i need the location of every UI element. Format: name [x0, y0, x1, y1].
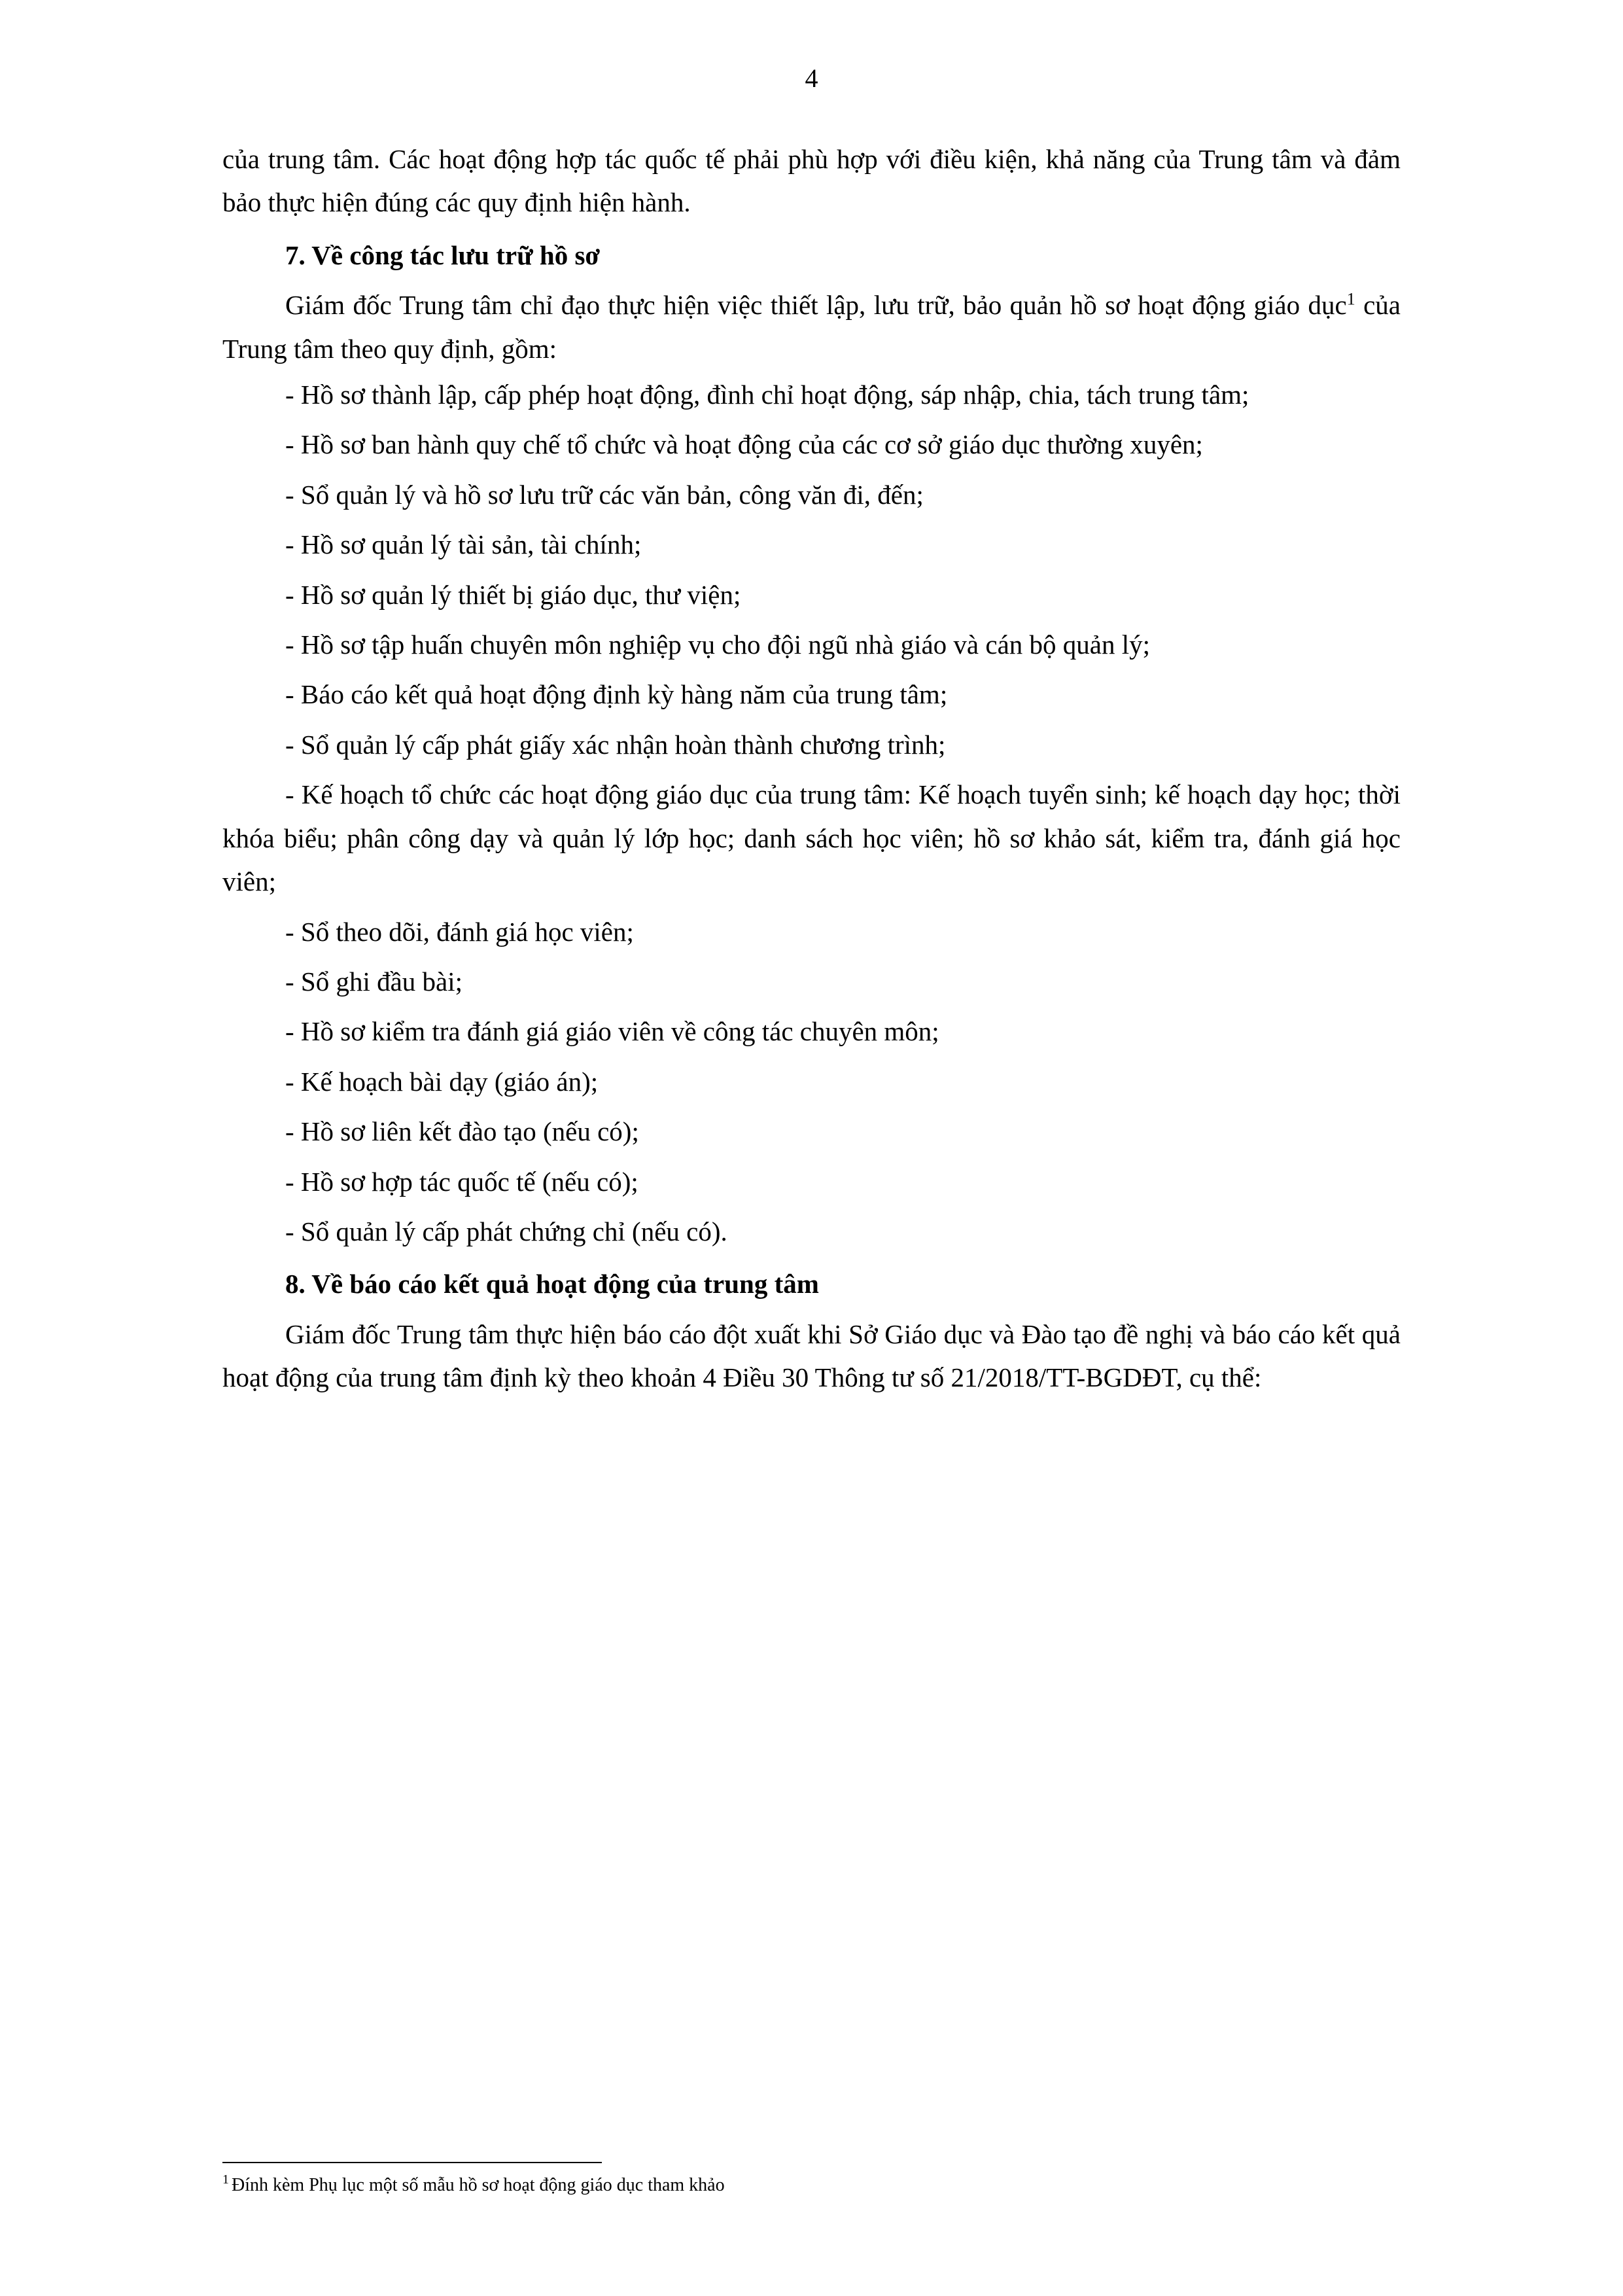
footnote-area — [222, 2162, 1486, 2198]
list-item: - Sổ quản lý cấp phát chứng chỉ (nếu có). — [285, 1216, 727, 1246]
footnote-marker: 1 — [222, 2172, 229, 2187]
section-7-heading: 7. Về công tác lưu trữ hồ sơ — [285, 239, 601, 270]
document-body — [137, 137, 1486, 1400]
footnote-reference: 1 — [1346, 289, 1355, 309]
list-item: - Hồ sơ quản lý tài sản, tài chính; — [285, 529, 642, 560]
list-item: - Hồ sơ kiểm tra đánh giá giáo viên về công tác chuyên môn; — [285, 1016, 939, 1047]
list-item: - Sổ theo dõi, đánh giá học viên; — [285, 916, 634, 947]
footnote — [222, 2172, 1486, 2198]
section-8-paragraph: Giám đốc Trung tâm thực hiện báo cáo đột xuất khi Sở Giáo dục và Đào tạo đề nghị và báo cáo kết quả hoạt động của trung tâm định kỳ theo khoản 4 Điều 30 Thông tư số 21/2018/TT-BGDĐT, cụ thể: — [222, 1318, 1401, 1393]
list-item: - Hồ sơ quản lý thiết bị giáo dục, thư viện; — [285, 579, 741, 610]
footnote-separator — [222, 2162, 602, 2163]
section-7-intro — [222, 283, 1401, 370]
section-7-intro-text-2: của Trung tâm theo quy định, gồm: — [222, 290, 1401, 364]
list-item: - Hồ sơ hợp tác quốc tế (nếu có); — [285, 1166, 638, 1197]
section-8-heading: 8. Về báo cáo kết quả hoạt động của trung tâm — [285, 1269, 819, 1299]
page-number: 4 — [805, 63, 818, 93]
list-item: - Kế hoạch tổ chức các hoạt động giáo dục của trung tâm: Kế hoạch tuyển sinh; kế hoạch dạy học; thời khóa biểu; phân công dạy và quản lý lớp học; danh sách học viên; hồ sơ khảo sát, kiểm tra, đánh giá học viên; — [222, 779, 1401, 897]
list-item: - Kế hoạch bài dạy (giáo án); — [285, 1066, 599, 1097]
list-item: - Hồ sơ liên kết đào tạo (nếu có); — [285, 1116, 639, 1147]
list-item: - Hồ sơ tập huấn chuyên môn nghiệp vụ cho đội ngũ nhà giáo và cán bộ quản lý; — [285, 629, 1151, 660]
list-item: - Hồ sơ thành lập, cấp phép hoạt động, đình chỉ hoạt động, sáp nhập, chia, tách trung tâm; — [285, 380, 1249, 410]
section-7-intro-text-1: Giám đốc Trung tâm chỉ đạo thực hiện việc thiết lập, lưu trữ, bảo quản hồ sơ hoạt động giáo dục — [285, 290, 1347, 321]
list-item: - Sổ ghi đầu bài; — [285, 966, 463, 997]
list-item: - Báo cáo kết quả hoạt động định kỳ hàng năm của trung tâm; — [285, 679, 948, 710]
list-item: - Hồ sơ ban hành quy chế tổ chức và hoạt động của các cơ sở giáo dục thường xuyên; — [285, 429, 1203, 460]
footnote-body: Đính kèm Phụ lục một số mẫu hồ sơ hoạt động giáo dục tham khảo — [232, 2174, 725, 2195]
opening-paragraph: của trung tâm. Các hoạt động hợp tác quốc tế phải phù hợp với điều kiện, khả năng của Trung tâm và đảm bảo thực hiện đúng các quy định hiện hành. — [222, 144, 1401, 218]
list-item: - Sổ quản lý cấp phát giấy xác nhận hoàn thành chương trình; — [285, 729, 946, 760]
list-item: - Sổ quản lý và hồ sơ lưu trữ các văn bản, công văn đi, đến; — [285, 479, 924, 510]
